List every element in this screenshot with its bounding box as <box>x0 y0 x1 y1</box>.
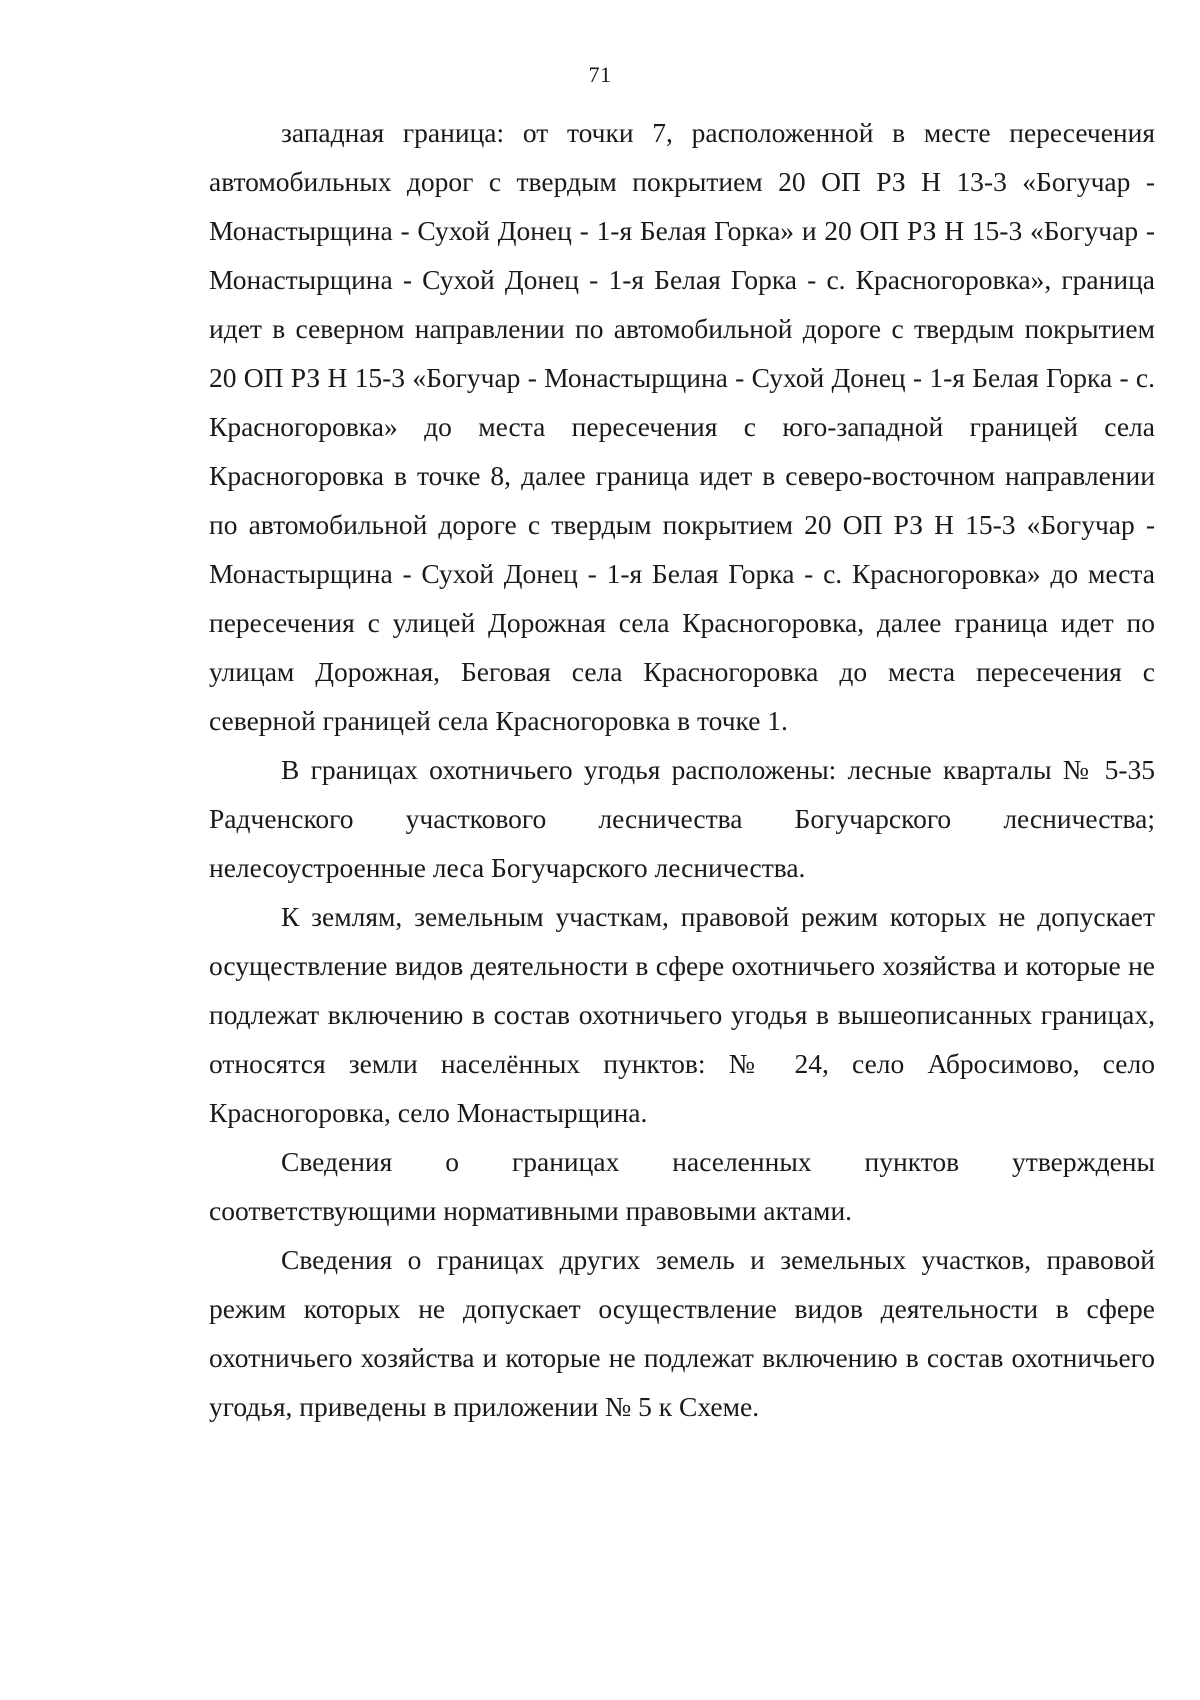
document-body <box>209 108 1155 1431</box>
paragraph-excluded-lands: К землям, земельным участкам, правовой режим которых не допускает осуществление видов деятельности в сфере охотничьего хозяйства и которые не подлежат включению в состав охотничьего угодья в вышеописанных границах, относятся земли населённых пунктов: № 24, село Абросимово, село Красногоровка, село Монастырщина. <box>209 901 1155 1128</box>
paragraph-western-boundary: западная граница: от точки 7, расположенной в месте пересечения автомобильных дорог с твердым покрытием 20 ОП РЗ Н 13-3 «Богучар - Монастырщина - Сухой Донец - 1-я Белая Горка» и 20 ОП РЗ Н 15-3 «Богучар - Монастырщина - Сухой Донец - 1-я Белая Горка - с. Красногоровка», граница идет в северном направлении по автомобильной дороге с твердым покрытием 20 ОП РЗ Н 15-3 «Богучар - Монастырщина - Сухой Донец - 1-я Белая Горка - с. Красногоровка» до места пересечения с юго-западной границей села Красногоровка в точке 8, далее граница идет в северо-восточном направлении по автомобильной дороге с твердым покрытием 20 ОП РЗ Н 15-3 «Богучар - Монастырщина - Сухой Донец - 1-я Белая Горка - с. Красногоровка» до места пересечения с улицей Дорожная села Красногоровка, далее граница идет по улицам Дорожная, Беговая села Красногоровка до места пересечения с северной границей села Красногоровка в точке 1. <box>209 117 1155 736</box>
paragraph-other-lands: Сведения о границах других земель и земельных участков, правовой режим которых не допускает осуществление видов деятельности в сфере охотничьего хозяйства и которые не подлежат включению в состав охотничьего угодья, приведены в приложении № 5 к Схеме. <box>209 1244 1155 1422</box>
page-number: 71 <box>588 62 612 87</box>
paragraph-forest-quarters: В границах охотничьего угодья расположены: лесные кварталы № 5-35 Радченского участкового лесничества Богучарского лесничества; нелесоустроенные леса Богучарского лесничества. <box>209 754 1155 883</box>
paragraph-settlement-boundaries: Сведения о границах населенных пунктов утверждены соответствующими нормативными правовыми актами. <box>209 1146 1155 1226</box>
